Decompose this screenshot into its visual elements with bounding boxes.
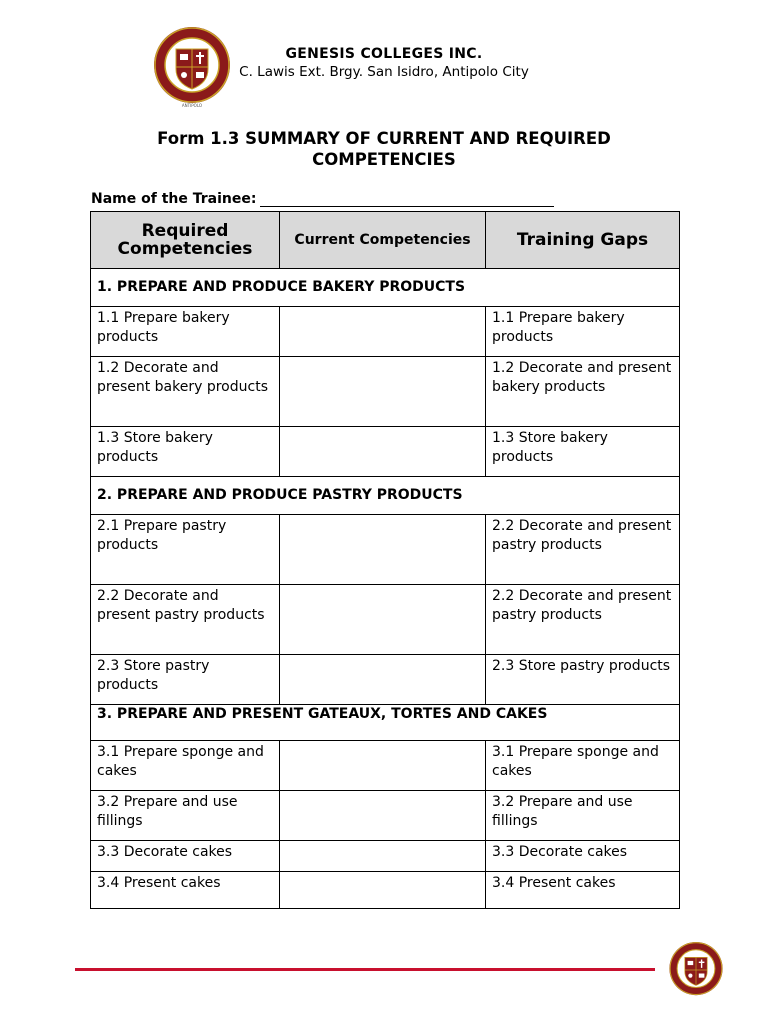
competencies-table — [90, 211, 680, 909]
gaps-cell: 3.2 Prepare and use fillings — [486, 791, 680, 841]
college-name: GENESIS COLLEGES INC. — [285, 46, 483, 62]
table-row — [91, 791, 680, 841]
table-row — [91, 741, 680, 791]
current-cell[interactable] — [280, 357, 486, 427]
current-cell[interactable] — [280, 791, 486, 841]
gaps-cell: 3.1 Prepare sponge and cakes — [486, 741, 680, 791]
required-cell: 2.2 Decorate and present pastry products — [91, 585, 280, 655]
table-row — [91, 655, 680, 705]
required-cell: 3.3 Decorate cakes — [91, 841, 280, 872]
gaps-cell: 2.2 Decorate and present pastry products — [486, 515, 680, 585]
table-row — [91, 585, 680, 655]
section-title: 1. PREPARE AND PRODUCE BAKERY PRODUCTS — [91, 269, 680, 307]
header-gaps: Training Gaps — [486, 212, 680, 269]
current-cell[interactable] — [280, 307, 486, 357]
required-cell: 1.1 Prepare bakery products — [91, 307, 280, 357]
current-cell[interactable] — [280, 741, 486, 791]
table-row — [91, 357, 680, 427]
header-current: Current Competencies — [280, 212, 486, 269]
gaps-cell: 1.1 Prepare bakery products — [486, 307, 680, 357]
current-cell[interactable] — [280, 585, 486, 655]
college-address: C. Lawis Ext. Brgy. San Isidro, Antipolo City — [239, 64, 529, 80]
gaps-cell: 2.2 Decorate and present pastry products — [486, 585, 680, 655]
college-seal-logo — [152, 25, 232, 109]
required-cell: 3.2 Prepare and use fillings — [91, 791, 280, 841]
gaps-cell: 1.3 Store bakery products — [486, 427, 680, 477]
gaps-cell: 2.3 Store pastry products — [486, 655, 680, 705]
table-row — [91, 427, 680, 477]
gaps-cell: 1.2 Decorate and present bakery products — [486, 357, 680, 427]
required-cell: 1.3 Store bakery products — [91, 427, 280, 477]
current-cell[interactable] — [280, 655, 486, 705]
required-cell: 3.4 Present cakes — [91, 872, 280, 909]
table-row — [91, 515, 680, 585]
form-title: Form 1.3 SUMMARY OF CURRENT AND REQUIRED COMPETENCIES — [157, 129, 611, 169]
current-cell[interactable] — [280, 872, 486, 909]
table-row — [91, 841, 680, 872]
required-cell: 3.1 Prepare sponge and cakes — [91, 741, 280, 791]
required-cell: 2.3 Store pastry products — [91, 655, 280, 705]
trainee-name-blank[interactable] — [260, 192, 554, 207]
college-seal-logo-footer — [668, 940, 724, 1000]
trainee-label: Name of the Trainee: — [91, 191, 257, 207]
svg-text:ANTIPOLO: ANTIPOLO — [181, 103, 203, 108]
header-required: Required Competencies — [91, 212, 280, 269]
required-cell: 1.2 Decorate and present bakery products — [91, 357, 280, 427]
table-row — [91, 307, 680, 357]
college-header — [232, 46, 536, 80]
current-cell[interactable] — [280, 841, 486, 872]
section-title: 3. PREPARE AND PRESENT GATEAUX, TORTES AND CAKES — [91, 705, 680, 741]
footer-rule — [75, 968, 655, 971]
table-row — [91, 872, 680, 909]
section-title: 2. PREPARE AND PRODUCE PASTRY PRODUCTS — [91, 477, 680, 515]
trainee-name-field[interactable] — [91, 191, 554, 207]
current-cell[interactable] — [280, 515, 486, 585]
required-cell: 2.1 Prepare pastry products — [91, 515, 280, 585]
gaps-cell: 3.4 Present cakes — [486, 872, 680, 909]
gaps-cell: 3.3 Decorate cakes — [486, 841, 680, 872]
current-cell[interactable] — [280, 427, 486, 477]
